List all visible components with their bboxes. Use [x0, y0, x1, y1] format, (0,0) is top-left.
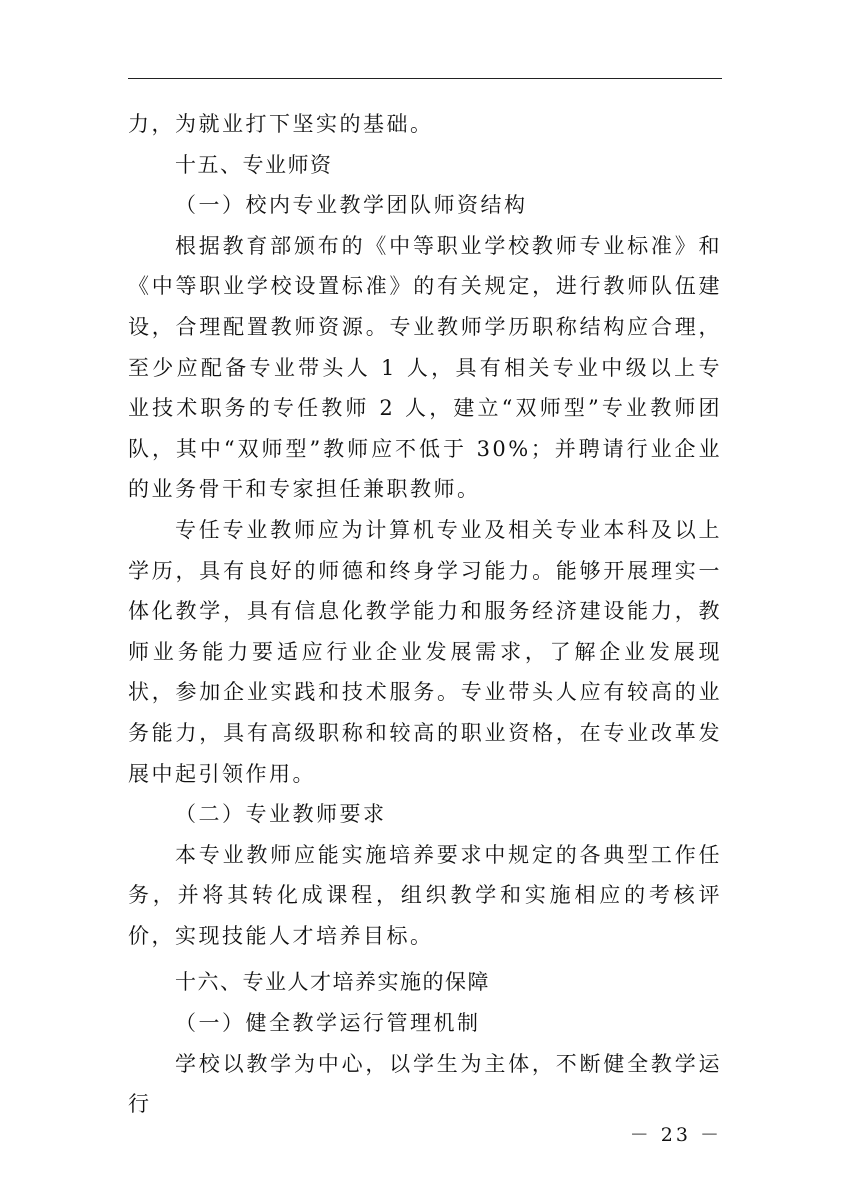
subsection-2-paragraph: 本专业教师应能实施培养要求中规定的各典型工作任务，并将其转化成课程，组织教学和实施相应的考核评价，实现技能人才培养目标。 [128, 842, 722, 948]
subsection-1-paragraph-2: 专任专业教师应为计算机专业及相关专业本科及以上学历，具有良好的师德和终身学习能力。能够开展理实一体化教学，具有信息化教学能力和服务经济建设能力，教师业务能力要适应行业企业发展需求，了解企业发展现状，参加企业实践和技术服务。专业带头人应有较高的业务能力，具有高级职称和较高的职业资格，在专业改革发展中起引领作用。 [128, 517, 722, 786]
subsection-1-heading: （一）校内专业教学团队师资结构 [175, 193, 528, 218]
subsection-3-heading: （一）健全教学运行管理机制 [175, 1011, 481, 1036]
section-16-heading: 十六、专业人才培养实施的保障 [175, 970, 490, 995]
header-rule [128, 78, 722, 79]
subsection-3-paragraph: 学校以教学为中心，以学生为主体，不断健全教学运行 [128, 1051, 722, 1117]
document-body [128, 104, 722, 1125]
section-15-heading: 十五、专业师资 [175, 152, 333, 177]
continuation-text: 力，为就业打下坚实的基础。 [128, 112, 434, 136]
subsection-2-heading: （二）专业教师要求 [175, 802, 387, 827]
subsection-1-paragraph-1: 根据教育部颁布的《中等职业学校教师专业标准》和《中等职业学校设置标准》的有关规定，进行教师队伍建设，合理配置教师资源。专业教师学历职称结构应合理，至少应配备专业带头人 1 人，具有相关专业中级以上专业技术职务的专任教师 2 人，建立“双师型”专业教师团队，其中“双师型”教师应不低于 30%；并聘请行业企业的业务骨干和专家担任兼职教师。 [128, 233, 722, 502]
page-number: － 23 － [629, 1124, 722, 1146]
